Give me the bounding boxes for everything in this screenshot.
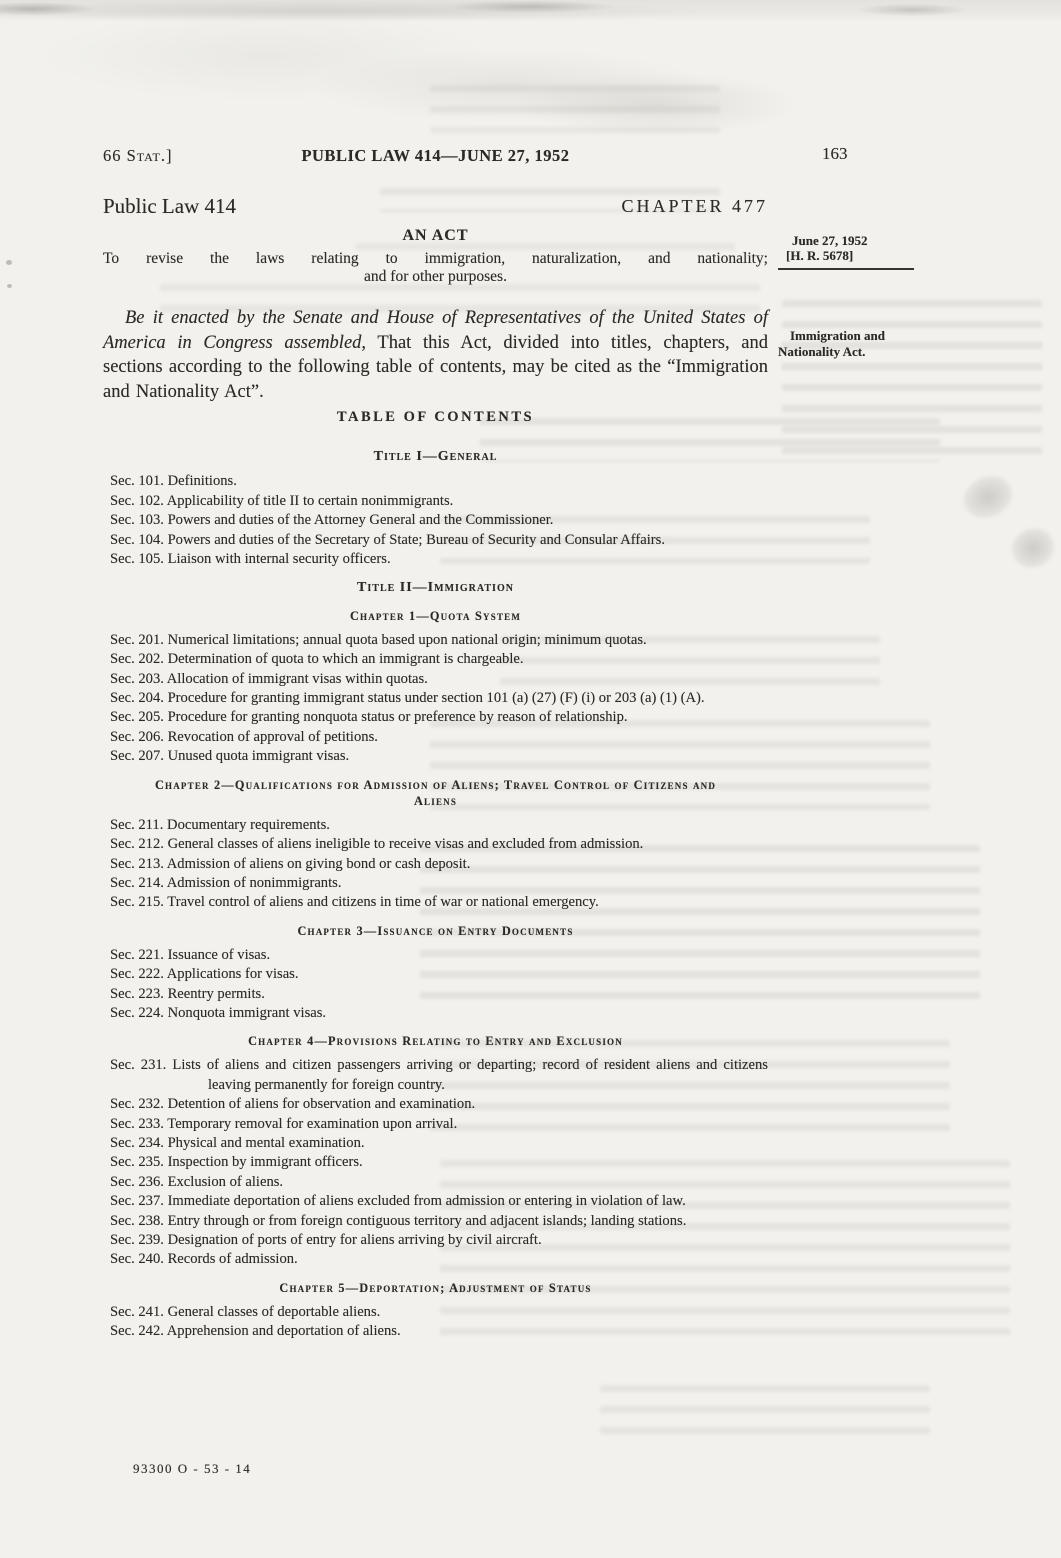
toc-section-number: Sec. 214. (110, 874, 164, 891)
toc-section-entry: Sec. 234. Physical and mental examination. (110, 1134, 365, 1151)
toc-section-number: Sec. 222. (110, 966, 164, 983)
toc-section-number: Sec. 224. (110, 1004, 164, 1021)
toc-title-heading: Title I—General (373, 449, 498, 464)
toc-section-entry: Sec. 102. Applicability of title II to certain nonimmigrants. (110, 492, 454, 509)
toc-section-number: Sec. 215. (110, 894, 164, 911)
toc-section-entry: Sec. 222. Applications for visas. (110, 966, 299, 983)
toc-section-entry: Sec. 207. Unused quota immigrant visas. (110, 748, 350, 765)
toc-section-entry: Sec. 236. Exclusion of aliens. (110, 1173, 284, 1190)
table-of-contents (103, 438, 768, 1342)
toc-title-heading: Title II—Immigration (357, 580, 514, 596)
toc-section-number: Sec. 240. (110, 1251, 164, 1268)
act-purpose-line1: To revise the laws relating to immigration, naturalization, and nationality; (103, 250, 768, 267)
toc-section-entry: Sec. 202. Determination of quota to which an immigrant is chargeable. (110, 651, 524, 668)
enacting-clause-roman: , That this Act, divided into titles, chapters, and sections according to the following table of contents, may be cited as the “Immigration and Nationality Act”. (103, 332, 768, 402)
toc-section-entry: Sec. 213. Admission of aliens on giving bond or cash deposit. (110, 855, 471, 872)
toc-section-number: Sec. 238. (110, 1212, 164, 1229)
toc-section-entry: Sec. 215. Travel control of aliens and citizens in time of war or national emergency. (110, 894, 599, 911)
toc-section-number: Sec. 231. (110, 1057, 167, 1074)
toc-section-number: Sec. 204. (110, 690, 164, 707)
enacting-clause-italic: Be it enacted by the Senate and House of Representatives of the United States of America in Congress assembled (103, 308, 768, 353)
toc-section-entry: Sec. 212. General classes of aliens ineligible to receive visas and excluded from admission. (110, 836, 644, 853)
toc-section-number: Sec. 235. (110, 1154, 164, 1171)
margin-note-rule (778, 268, 914, 270)
toc-section-number: Sec. 234. (110, 1134, 164, 1151)
toc-section-entry: Sec. 224. Nonquota immigrant visas. (110, 1004, 327, 1021)
scan-edge-band (0, 0, 1061, 22)
toc-section-entry: Sec. 105. Liaison with internal security officers. (110, 551, 391, 568)
toc-section-entry: Sec. 221. Issuance of visas. (110, 946, 271, 963)
statute-volume-label: 66 Stat.] (103, 146, 173, 165)
toc-section-number: Sec. 201. (110, 631, 164, 648)
margin-note-short-title-line1: Immigration and (790, 328, 885, 343)
toc-section-number: Sec. 101. (110, 473, 164, 490)
scan-haze (0, 20, 1061, 140)
toc-heading: TABLE OF CONTENTS (336, 409, 535, 425)
toc-section-entry: Sec. 233. Temporary removal for examination upon arrival. (110, 1115, 458, 1132)
act-purpose-line2: and for other purposes. (364, 268, 507, 285)
toc-section-entry: Sec. 237. Immediate deportation of aliens excluded from admission or entering in violation of law. (110, 1193, 686, 1210)
scan-speck (7, 284, 12, 288)
toc-section-entry: Sec. 205. Procedure for granting nonquota status or preference by reason of relationship. (110, 709, 628, 726)
toc-section-number: Sec. 239. (110, 1232, 164, 1248)
margin-note-short-title-line2: Nationality Act. (778, 344, 866, 359)
toc-section-number: Sec. 203. (110, 670, 164, 687)
an-act-heading: AN ACT (402, 227, 469, 244)
toc-section-entry: Sec. 232. Detention of aliens for observation and examination. (110, 1096, 476, 1113)
toc-chapter-heading: Chapter 1—Quota System (349, 608, 522, 623)
toc-chapter-heading: Chapter 2—Qualifications for Admission of Aliens; Travel Control of Citizens and Aliens (154, 777, 717, 808)
scan-smudge (943, 456, 1033, 539)
toc-section-number: Sec. 241. (110, 1303, 164, 1320)
print-code: 93300 O - 53 - 14 (133, 1461, 252, 1476)
toc-section-number: Sec. 223. (110, 985, 164, 1002)
toc-section-entry: Sec. 204. Procedure for granting immigrant status under section 101 (a) (27) (F) (i) or 203 (a) (1) (A). (110, 690, 705, 707)
toc-section-number: Sec. 206. (110, 728, 164, 745)
toc-section-entry: Sec. 211. Documentary requirements. (110, 816, 330, 833)
margin-note-date: June 27, 1952 (792, 233, 868, 248)
enacting-clause (103, 306, 768, 404)
scan-smudge (993, 510, 1061, 587)
toc-section-number: Sec. 236. (110, 1173, 164, 1190)
toc-section-number: Sec. 232. (110, 1096, 164, 1113)
running-head-title: PUBLIC LAW 414—JUNE 27, 1952 (301, 146, 570, 165)
scan-speck (6, 260, 12, 265)
toc-section-number: Sec. 242. (110, 1323, 164, 1340)
law-title: Public Law 414 (103, 194, 236, 218)
bleedthrough-artifact (782, 300, 1042, 465)
toc-section-entry: Sec. 214. Admission of nonimmigrants. (110, 874, 342, 891)
toc-section-number: Sec. 105. (110, 551, 164, 568)
toc-section-number: Sec. 205. (110, 709, 164, 726)
bleedthrough-artifact (430, 85, 720, 133)
toc-section-entry: Sec. 206. Revocation of approval of petitions. (110, 728, 378, 745)
bleedthrough-artifact (600, 1385, 930, 1437)
toc-section-number: Sec. 207. (110, 748, 164, 765)
toc-section-entry: Sec. 223. Reentry permits. (110, 985, 265, 1002)
toc-section-number: Sec. 202. (110, 651, 164, 668)
toc-section-entry: Sec. 240. Records of admission. (110, 1251, 298, 1268)
toc-section-number: Sec. 233. (110, 1115, 164, 1132)
toc-chapter-heading: Chapter 3—Issuance on Entry Documents (297, 923, 574, 938)
toc-section-entry: Sec. 242. Apprehension and deportation of aliens. (110, 1323, 401, 1340)
toc-section-entry: Sec. 241. General classes of deportable aliens. (110, 1303, 381, 1320)
toc-section-entry: Sec. 235. Inspection by immigrant officers. (110, 1154, 363, 1171)
toc-chapter-heading: Chapter 4—Provisions Relating to Entry and Exclusion (248, 1034, 623, 1049)
toc-section-number: Sec. 213. (110, 855, 164, 872)
toc-section-number: Sec. 102. (110, 492, 164, 509)
toc-section-entry: Sec. 104. Powers and duties of the Secretary of State; Bureau of Security and Consular Affairs. (110, 531, 665, 548)
toc-section-entry: Sec. 231. Lists of aliens and citizen passengers arriving or departing; record of resident aliens and citizens leaving permanently for foreign country. (110, 1057, 768, 1093)
toc-section-entry: Sec. 239. Designation of ports of entry for aliens arriving by civil aircraft. (110, 1232, 542, 1248)
toc-section-number: Sec. 103. (110, 512, 164, 529)
toc-section-entry: Sec. 201. Numerical limitations; annual quota based upon national origin; minimum quotas. (110, 631, 647, 648)
toc-section-number: Sec. 221. (110, 946, 164, 963)
page-number: 163 (822, 144, 848, 163)
toc-chapter-heading: Chapter 5—Deportation; Adjustment of Status (279, 1280, 592, 1295)
toc-section-number: Sec. 104. (110, 531, 164, 548)
toc-section-number: Sec. 237. (110, 1193, 164, 1210)
margin-note-bill-number: [H. R. 5678] (786, 248, 854, 263)
chapter-number: CHAPTER 477 (621, 196, 768, 216)
toc-section-entry: Sec. 101. Definitions. (110, 473, 237, 490)
toc-section-number: Sec. 212. (110, 836, 164, 853)
toc-section-number: Sec. 211. (110, 816, 164, 833)
toc-section-entry: Sec. 238. Entry through or from foreign contiguous territory and adjacent islands; landing stations. (110, 1212, 687, 1229)
toc-section-entry: Sec. 103. Powers and duties of the Attorney General and the Commissioner. (110, 512, 554, 529)
toc-section-entry: Sec. 203. Allocation of immigrant visas within quotas. (110, 670, 428, 687)
